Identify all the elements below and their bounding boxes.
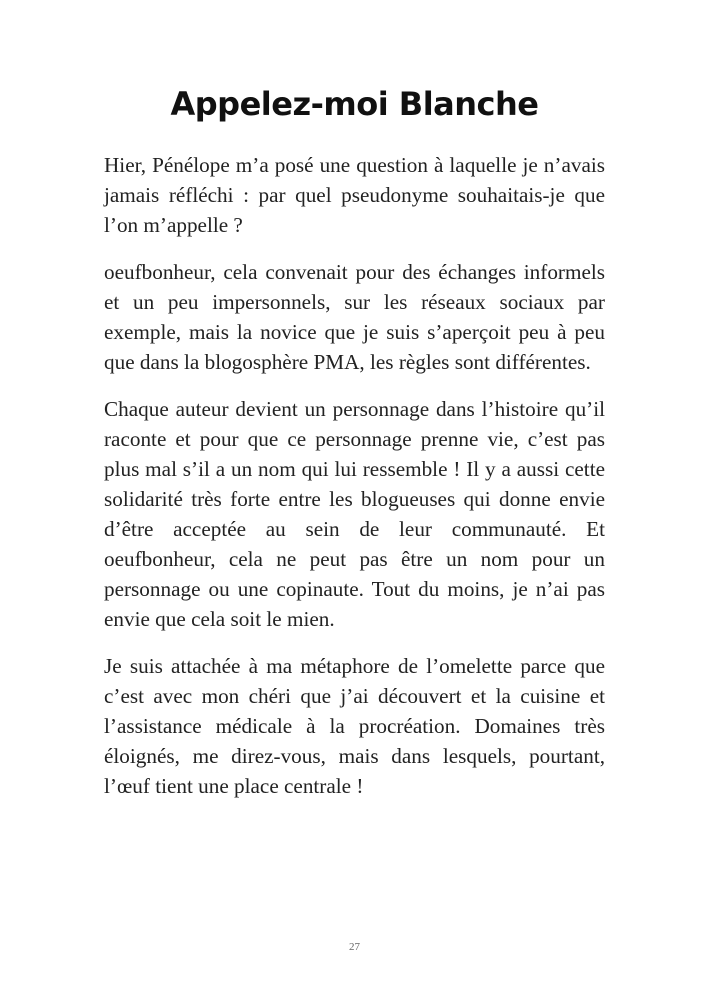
paragraph-2: oeufbonheur, cela convenait pour des échanges informels et un peu impersonnels, sur les réseaux sociaux par exemple, mais la novice que je suis s’aperçoit peu à peu que dans la blogosphère PMA, les règles sont différentes. xyxy=(104,260,605,374)
body-text xyxy=(104,150,605,818)
paragraph-3: Chaque auteur devient un personnage dans l’histoire qu’il raconte et pour que ce personnage prenne vie, c’est pas plus mal s’il a un nom qui lui ressemble ! Il y a aussi cette solidarité très forte entre les blogueuses qui donne envie d’être acceptée au sein de leur communauté. Et oeufbonheur, cela ne peut pas être un nom pour un personnage ou une copinaute. Tout du moins, je n’ai pas envie que cela soit le mien. xyxy=(104,397,605,631)
paragraph-4: Je suis attachée à ma métaphore de l’omelette parce que c’est avec mon chéri que j’ai découvert et la cuisine et l’assistance médicale à la procréation. Domaines très éloignés, me direz-vous, mais dans lesquels, pourtant, l’œuf tient une place centrale ! xyxy=(104,654,605,798)
page-title: Appelez-moi Blanche xyxy=(170,85,539,123)
paragraph-1: Hier, Pénélope m’a posé une question à laquelle je n’avais jamais réfléchi : par quel pseudonyme souhaitais-je que l’on m’appelle ? xyxy=(104,153,605,237)
page-number: 27 xyxy=(349,941,360,953)
